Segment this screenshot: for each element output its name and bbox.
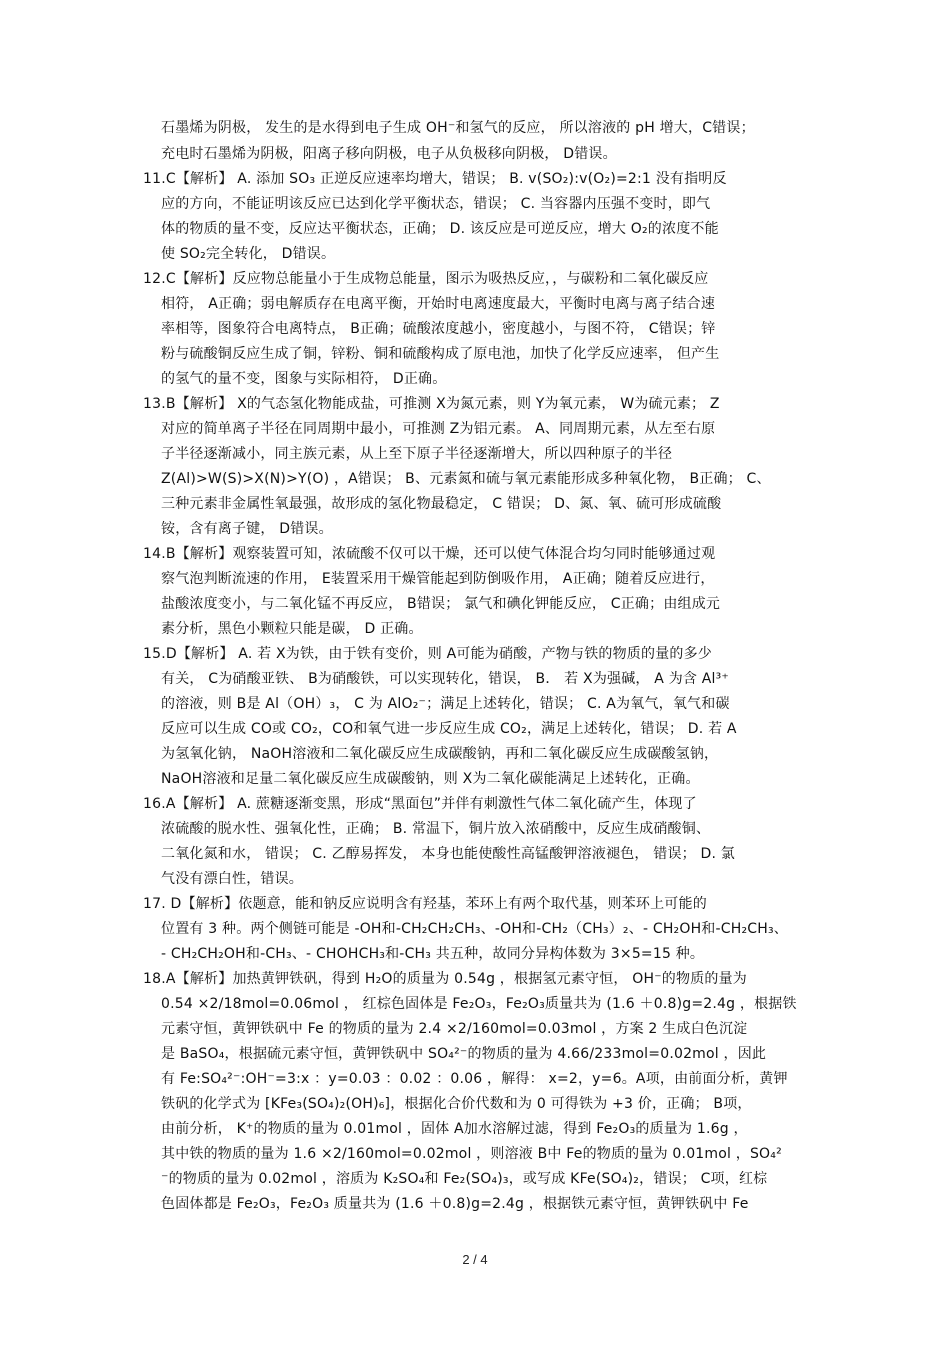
text-line: 其中铁的物质的量为 1.6 ×2/160mol=0.02mol ，则溶液 B中 Fe的物质的量为 0.01mol ，SO₄² [161,1146,782,1162]
text-line: 为氢氧化钠， NaOH溶液和二氧化碳反应生成碳酸钠，再和二氧化碳反应生成碳酸氢钠， [161,746,719,762]
question-15: 15.D【解析】 A. 若 X为铁，由于铁有变价，则 A可能为硝酸，产物与铁的物质的量的多少 [143,646,712,662]
text-line: 盐酸浓度变小，与二氧化锰不再反应， B错误； 氯气和碘化钾能反应， C正确；由组成元 [161,596,721,612]
text-line: 是 BaSO₄，根据硫元素守恒，黄钾铁矾中 SO₄²⁻的物质的量为 4.66/233mol=0.02mol ，因此 [161,1046,767,1062]
text-line: 充电时石墨烯为阴极，阳离子移向阴极，电子从负极移向阴极， D错误。 [161,146,617,162]
text-line: 元素守恒，黄钾铁矾中 Fe 的物质的量为 2.4 ×2/160mol=0.03mol ，方案 2 生成白色沉淀 [161,1021,748,1037]
text-line: 三种元素非金属性氧最强，故形成的氢化物最稳定， C 错误； D、氮、氧、硫可形成硫酸 [161,496,722,512]
question-13: 13.B【解析】 X的气态氢化物能成盐，可推测 X为氮元素，则 Y为氧元素， W为硫元素； Z [143,396,720,412]
text-line: ⁻的物质的量为 0.02mol ，溶质为 K₂SO₄和 Fe₂(SO₄)₃，或写成 KFe(SO₄)₂，错误； C项，红棕 [161,1171,768,1187]
page-number: 2 / 4 [462,1252,488,1267]
text-line: 铵，含有离子键， D错误。 [161,521,333,537]
question-17: 17. D【解析】依题意，能和钠反应说明含有羟基，苯环上有两个取代基，则苯环上可能的 [143,896,707,912]
text-line: 浓硫酸的脱水性、强氧化性，正确； B. 常温下，铜片放入浓硝酸中，反应生成硝酸铜、 [161,821,711,837]
question-16: 16.A【解析】 A. 蔗糖逐渐变黑，形成“黑面包”并伴有刺激性气体二氧化硫产生，体现了 [143,796,697,812]
question-11: 11.C【解析】 A. 添加 SO₃ 正逆反应速率均增大，错误； B. v(SO₂):v(O₂)=2:1 没有指明反 [143,171,727,187]
text-line: 气没有漂白性，错误。 [161,871,303,887]
text-line: 有关， C为硝酸亚铁、 B为硝酸铁，可以实现转化，错误， B． 若 X为强碱， A 为含 Al³⁺ [161,671,730,687]
text-line: NaOH溶液和足量二氧化碳反应生成碳酸钠，则 X为二氧化碳能满足上述转化，正确。 [161,771,700,787]
text-line: 反应可以生成 CO或 CO₂，CO和氧气进一步反应生成 CO₂，满足上述转化，错误； D. 若 A [161,721,737,737]
text-line: 的氢气的量不变，图象与实际相符， D正确。 [161,371,447,387]
text-line: Z(Al)>W(S)>X(N)>Y(O) ，A错误； B、元素氮和硫与氧元素能形成多种氧化物， B正确； C、 [161,471,771,487]
text-line: 率相等，图象符合电离特点， B正确；硫酸浓度越小，密度越小，与图不符， C错误；锌 [161,321,716,337]
text-line: 二氧化氮和水， 错误； C. 乙醇易挥发， 本身也能使酸性高锰酸钾溶液褪色， 错误； D. 氯 [161,846,736,862]
text-line: 的溶液，则 B是 Al（OH）₃， C 为 AlO₂⁻；满足上述转化，错误； C. A为氧气，氧气和碳 [161,696,730,712]
text-line: 色固体都是 Fe₂O₃，Fe₂O₃ 质量共为 (1.6 ＋0.8)g=2.4g ，根据铁元素守恒，黄钾铁矾中 Fe [161,1196,749,1212]
text-line: 石墨烯为阴极， 发生的是水得到电子生成 OH⁻和氢气的反应， 所以溶液的 pH 增大，C错误； [161,120,755,136]
text-line: 相符， A正确；弱电解质存在电离平衡，开始时电离速度最大，平衡时电离与离子结合速 [161,296,716,312]
text-line: 体的物质的量不变，反应达平衡状态，正确； D. 该反应是可逆反应，增大 O₂的浓度不能 [161,221,719,237]
text-line: - CH₂CH₂OH和-CH₃、- CHOHCH₃和-CH₃ 共五种，故同分异构体数为 3×5=15 种。 [161,946,705,962]
question-14: 14.B【解析】观察装置可知，浓硫酸不仅可以干燥，还可以使气体混合均匀同时能够通过观 [143,546,716,562]
text-line: 0.54 ×2/18mol=0.06mol ， 红棕色固体是 Fe₂O₃，Fe₂O₃质量共为 (1.6 ＋0.8)g=2.4g ，根据铁 [161,996,797,1012]
question-18: 18.A【解析】加热黄钾铁矾，得到 H₂O的质量为 0.54g ，根据氢元素守恒， OH⁻的物质的量为 [143,971,747,987]
text-line: 位置有 3 种。两个侧链可能是 -OH和-CH₂CH₂CH₃、-OH和-CH₂（CH₃）₂、- CH₂OH和-CH₂CH₃、 [161,921,788,937]
text-line: 子半径逐渐减小，同主族元素，从上至下原子半径逐渐增大，所以四种原子的半径 [161,446,673,462]
text-line: 铁矾的化学式为 [KFe₃(SO₄)₂(OH)₆]，根据化合价代数和为 0 可得铁为 +3 价，正确； B项， [161,1096,752,1112]
text-line: 使 SO₂完全转化， D错误。 [161,246,336,262]
text-line: 应的方向，不能证明该反应已达到化学平衡状态，错误； C. 当容器内压强不变时，即气 [161,196,711,212]
text-line: 素分析，黑色小颗粒只能是碳， D 正确。 [161,621,423,637]
text-line: 察气泡判断流速的作用， E装置采用干燥管能起到防倒吸作用， A正确；随着反应进行， [161,571,715,587]
question-12: 12.C【解析】反应物总能量小于生成物总能量，图示为吸热反应，，与碳粉和二氧化碳反应 [143,271,709,287]
text-line: 由前分析， K⁺的物质的量为 0.01mol ，固体 A加水溶解过滤，得到 Fe₂O₃的质量为 1.6g ， [161,1121,748,1137]
text-line: 有 Fe:SO₄²⁻:OH⁻=3:x ：y=0.03 ：0.02 ：0.06 ，解得： x=2，y=6。A项，由前面分析，黄钾 [161,1071,788,1087]
text-line: 粉与硫酸铜反应生成了铜，锌粉、铜和硫酸构成了原电池，加快了化学反应速率， 但产生 [161,346,720,362]
text-line: 对应的简单离子半径在同周期中最小，可推测 Z为铝元素。 A、同周期元素，从左至右原 [161,421,716,437]
